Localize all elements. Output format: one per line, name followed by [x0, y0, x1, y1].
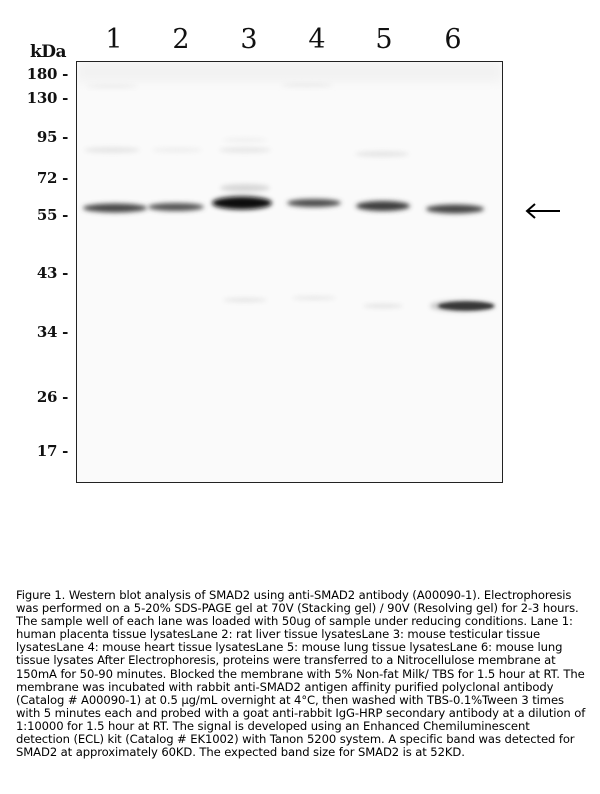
faint-band [86, 84, 138, 88]
marker-43: 43 - [36, 264, 68, 282]
faint-band [223, 138, 267, 142]
faint-band [363, 304, 403, 308]
faint-band [84, 147, 140, 153]
lane-number-1: 1 [105, 24, 123, 55]
faint-band [355, 151, 409, 157]
lane-number-5: 5 [375, 24, 393, 55]
marker-130: 130 - [26, 89, 68, 107]
faint-band [223, 298, 267, 302]
band-lane-6-lower-halo [430, 300, 496, 312]
band-lane-4 [287, 199, 341, 207]
marker-180: 180 - [26, 65, 68, 83]
band-lane-5 [356, 201, 410, 211]
marker-72: 72 - [36, 169, 68, 187]
faint-band [281, 83, 333, 87]
band-lane-3 [212, 197, 272, 210]
kda-label: kDa [30, 42, 67, 62]
lane-number-4: 4 [308, 24, 326, 55]
membrane-background [77, 62, 502, 482]
marker-55: 55 - [36, 206, 68, 224]
lane-number-6: 6 [444, 24, 462, 55]
band-lane-6 [426, 205, 484, 214]
marker-95: 95 - [36, 128, 68, 146]
lane-number-2: 2 [172, 24, 190, 55]
faint-smear-top [77, 62, 502, 82]
marker-17: 17 - [36, 442, 68, 460]
figure-caption: Figure 1. Western blot analysis of SMAD2 using anti-SMAD2 antibody (A00090-1). Electrophoresis was performed on a 5-20% SDS-PAGE gel at 70V (Stacking gel) / 90V (Resolving gel) for 2-3 hours. The sample well of each lane was loaded with 50ug of sample under reducing conditions. Lane 1: human placenta tissue lysatesLane 2: rat liver tissue lysatesLane 3: mouse testicular tissue lysatesLane 4: mouse heart tissue lysatesLane 5: mouse lung tissue lysatesLane 6: mouse lung tissue lysates After Electrophoresis, proteins were transferred to a Nitrocellulose membrane at 150mA for 50-90 minutes. Blocked the membrane with 5% Non-fat Milk/ TBS for 1.5 hour at RT. The membrane was incubated with rabbit anti-SMAD2 antigen affinity purified polyclonal antibody (Catalog # A00090-1) at 0.5 μg/mL overnight at 4°C, then washed with TBS-0.1%Tween 3 times with 5 minutes each and probed with a goat anti-rabbit IgG-HRP secondary antibody at a dilution of 1:10000 for 1.5 hour at RT. The signal is developed using an Enhanced Chemiluminescent detection (ECL) kit (Catalog # EK1002) with Tanon 5200 system. A specific band was detected for SMAD2 at approximately 60KD. The expected band size for SMAD2 is at 52KD. [16, 588, 586, 760]
band-lane-2 [148, 203, 204, 211]
arrow-left-icon [524, 200, 562, 222]
marker-34: 34 - [36, 323, 68, 341]
faint-band [219, 147, 271, 153]
marker-26: 26 - [36, 388, 68, 406]
faint-band [220, 184, 270, 192]
blot-membrane [76, 61, 503, 483]
faint-band [292, 296, 336, 300]
lane-number-3: 3 [240, 24, 258, 55]
band-lane-1 [83, 204, 147, 213]
faint-band [152, 148, 202, 153]
